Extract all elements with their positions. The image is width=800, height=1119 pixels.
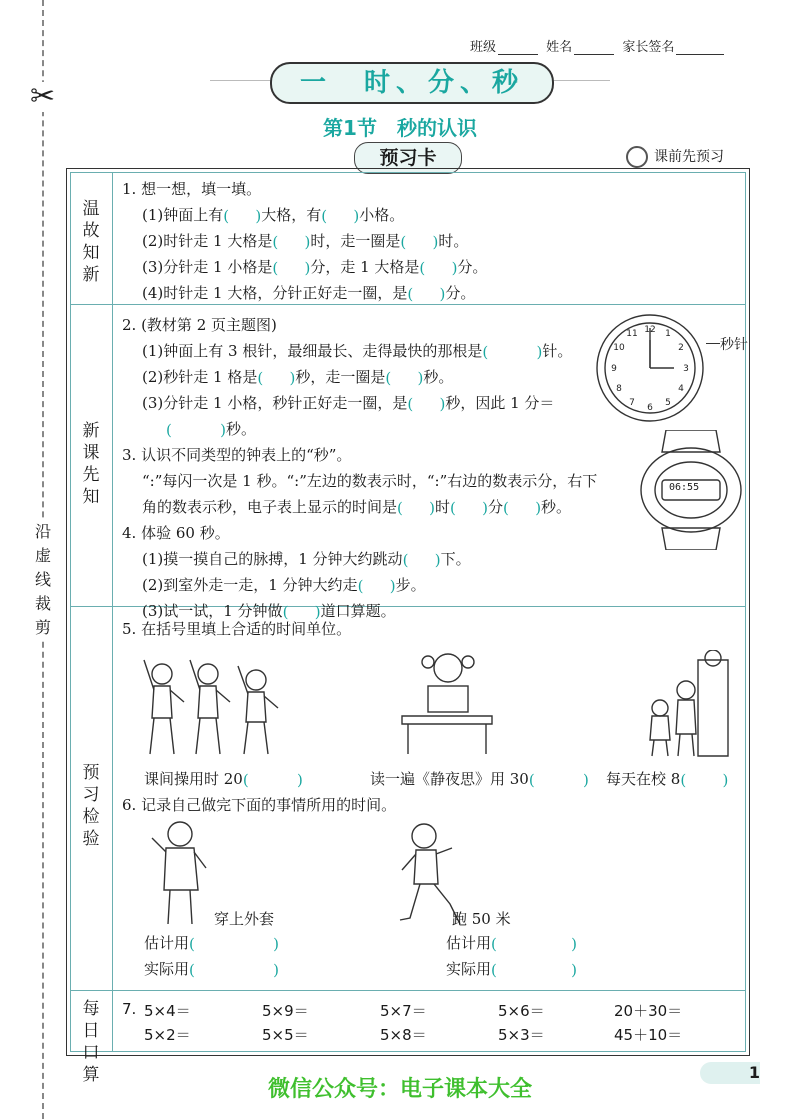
answer-blank[interactable] <box>321 207 359 225</box>
calc-r2-4: 5×3＝ <box>498 1026 545 1044</box>
q7-label: 7. <box>122 1000 137 1018</box>
section-title: 第1节 秒的认识 <box>323 116 477 140</box>
q6-task-1: 穿上外套 <box>214 910 275 928</box>
reading-girl-image <box>392 646 502 756</box>
page-number: 1 <box>700 1062 760 1084</box>
name-label: 姓名 <box>546 40 573 55</box>
q3-line-2 <box>122 494 597 520</box>
boy-putting-on-coat-image <box>146 818 216 928</box>
q3-l2b: 时 <box>435 498 451 516</box>
q1-line-1 <box>122 202 487 228</box>
q5-c1: 课间操用时 20 <box>144 770 243 788</box>
calc-r1-2: 5×9＝ <box>262 1002 309 1020</box>
q4-l1a: (1)摸一摸自己的脉搏，1 分钟大约跳动 <box>142 550 403 568</box>
answer-blank[interactable] <box>397 499 435 517</box>
q1-line-4 <box>122 280 487 306</box>
q5-title: 5. 在括号里填上合适的时间单位。 <box>122 620 352 638</box>
calc-r2-3: 5×8＝ <box>380 1026 427 1044</box>
q5-item-3 <box>606 766 728 792</box>
q1-l3a: (3)分针走 1 小格是 <box>142 258 273 276</box>
class-label: 班级 <box>470 40 497 55</box>
row-label-review: 温故知新 <box>82 199 100 285</box>
answer-blank[interactable] <box>503 499 541 517</box>
q6-act-2 <box>446 956 577 982</box>
q6-est-1 <box>144 930 279 956</box>
second-hand-pointer <box>706 343 720 344</box>
q5-item-2 <box>370 766 589 792</box>
q3-l2a: 角的数表示秒，电子表上显示的时间是 <box>142 498 398 516</box>
alarm-clock-icon <box>626 146 648 168</box>
name-blank[interactable] <box>574 42 614 55</box>
q2-line-2 <box>122 364 597 390</box>
unit-title: 一 时、分、秒 <box>270 62 554 104</box>
answer-blank[interactable] <box>529 771 589 789</box>
q2-l2b: 秒，走一圈是 <box>295 368 386 386</box>
watch-display: 06:55 <box>669 482 700 493</box>
svg-text:6: 6 <box>647 403 653 413</box>
row-divider-3 <box>70 990 746 991</box>
q1-title: 1. 想一想，填一填。 <box>122 180 262 198</box>
q1-l3c: 分。 <box>457 258 488 276</box>
answer-blank[interactable] <box>419 259 457 277</box>
svg-text:11: 11 <box>626 329 638 339</box>
svg-text:2: 2 <box>678 343 684 353</box>
row-label-daily: 每日口算 <box>82 999 100 1085</box>
answer-blank[interactable] <box>223 207 261 225</box>
q4-l1b: 下。 <box>440 550 471 568</box>
school-kids-image <box>628 650 738 760</box>
q6-est-1-label: 估计用 <box>144 934 190 952</box>
q6-act-1-label: 实际用 <box>144 960 190 978</box>
cut-label: 沿虚线裁剪 <box>32 520 54 640</box>
q5-c2: 读一遍《静夜思》用 30 <box>370 770 529 788</box>
answer-blank[interactable] <box>407 395 445 413</box>
calc-r1-3: 5×7＝ <box>380 1002 427 1020</box>
analog-clock-image <box>594 312 706 424</box>
q2-l1a: (1)钟面上有 3 根针，最细最长、走得最快的那根是 <box>142 342 483 360</box>
svg-text:10: 10 <box>613 343 625 353</box>
q1-l2a: (2)时针走 1 大格是 <box>142 232 273 250</box>
q6-act-1 <box>144 956 279 982</box>
answer-blank[interactable] <box>189 961 279 979</box>
q2-line-3 <box>122 390 597 416</box>
preview-badge <box>626 146 724 168</box>
q1-line-2 <box>122 228 487 254</box>
q1-l3b: 分，走 1 大格是 <box>310 258 420 276</box>
q2-l1b: 针。 <box>542 342 573 360</box>
svg-text:8: 8 <box>616 384 622 394</box>
q2-l3a: (3)分针走 1 小格，秒针正好走一圈，是 <box>142 394 408 412</box>
calc-r1-4: 5×6＝ <box>498 1002 545 1020</box>
q5-item-1 <box>144 766 303 792</box>
calc-r2-2: 5×5＝ <box>262 1026 309 1044</box>
q4-line-1 <box>122 546 597 572</box>
q4-l3b: 道口算题。 <box>320 602 396 620</box>
q5-c3: 每天在校 8 <box>606 770 681 788</box>
card-title: 预习卡 <box>354 142 462 174</box>
watermark: 微信公众号：电子课本大全 <box>267 1077 532 1102</box>
parent-sign-label: 家长签名 <box>622 40 675 55</box>
answer-blank[interactable] <box>491 961 577 979</box>
q4-l2a: (2)到室外走一走，1 分钟大约走 <box>142 576 358 594</box>
answer-blank[interactable] <box>358 577 396 595</box>
q6-title: 6. 记录自己做完下面的事情所用的时间。 <box>122 796 397 814</box>
svg-text:4: 4 <box>678 384 684 394</box>
row-label-new: 新课先知 <box>82 421 100 507</box>
q6-task-2: 跑 50 米 <box>452 910 511 928</box>
class-blank[interactable] <box>498 42 538 55</box>
answer-blank[interactable] <box>403 551 441 569</box>
q1-l1a: (1)钟面上有 <box>142 206 224 224</box>
q2-line-1 <box>122 338 597 364</box>
answer-blank[interactable] <box>257 369 295 387</box>
header-fields <box>470 36 770 55</box>
q4-l3a: (3)试一试，1 分钟做 <box>142 602 283 620</box>
question-2 <box>122 312 597 624</box>
calc-r1-5: 20＋30＝ <box>614 1002 683 1020</box>
q1-l4b: 分。 <box>445 284 476 302</box>
q4-l2b: 步。 <box>395 576 426 594</box>
q6-est-2-label: 估计用 <box>446 934 492 952</box>
answer-blank[interactable] <box>400 233 438 251</box>
svg-text:7: 7 <box>629 398 635 408</box>
q3-line-1: “:”每闪一次是 1 秒。“:”左边的数表示时，“:”右边的数表示分，右下 <box>142 472 598 490</box>
question-1 <box>122 176 487 306</box>
answer-blank[interactable] <box>189 935 279 953</box>
q4-title: 4. 体验 60 秒。 <box>122 524 230 542</box>
q3-l2c: 分 <box>488 498 504 516</box>
q1-l2b: 时，走一圈是 <box>310 232 401 250</box>
answer-blank[interactable] <box>385 369 423 387</box>
calc-r2-1: 5×2＝ <box>144 1026 191 1044</box>
q3-l2d: 秒。 <box>541 498 572 516</box>
q2-l2a: (2)秒针走 1 格是 <box>142 368 258 386</box>
calc-r2-5: 45＋10＝ <box>614 1026 683 1044</box>
parent-sign-blank[interactable] <box>676 42 724 55</box>
answer-blank[interactable] <box>272 259 310 277</box>
q6-est-2 <box>446 930 577 956</box>
second-hand-label: 秒针 <box>720 337 748 353</box>
q3-title: 3. 认识不同类型的钟表上的“秒”。 <box>122 446 352 464</box>
exercise-kids-image <box>140 650 300 760</box>
answer-blank[interactable] <box>272 233 310 251</box>
answer-blank[interactable] <box>166 421 226 439</box>
q2-title: 2. (教材第 2 页主题图) <box>122 316 277 334</box>
svg-text:12: 12 <box>644 325 656 335</box>
q4-line-2 <box>122 572 597 598</box>
calc-r1-1: 5×4＝ <box>144 1002 191 1020</box>
answer-blank[interactable] <box>482 343 542 361</box>
q2-l2c: 秒。 <box>423 368 454 386</box>
scissors-icon: ✂ <box>30 79 56 114</box>
q1-l1c: 小格。 <box>359 206 405 224</box>
q1-line-3 <box>122 254 487 280</box>
q6-act-2-label: 实际用 <box>446 960 492 978</box>
svg-text:1: 1 <box>665 329 671 339</box>
svg-text:3: 3 <box>683 364 689 374</box>
svg-text:5: 5 <box>665 398 671 408</box>
q1-l4a: (4)时针走 1 大格，分针正好走一圈，是 <box>142 284 408 302</box>
answer-blank[interactable] <box>680 771 728 789</box>
q2-l3b: 秒，因此 1 分＝ <box>445 394 555 412</box>
q2-l4: 秒。 <box>226 420 257 438</box>
answer-blank[interactable] <box>491 935 577 953</box>
row-label-check: 预习检验 <box>82 763 100 849</box>
q2-line-4 <box>122 416 597 442</box>
answer-blank[interactable] <box>243 771 303 789</box>
q1-l1b: 大格，有 <box>261 206 322 224</box>
answer-blank[interactable] <box>450 499 488 517</box>
preview-badge-label: 课前先预习 <box>654 149 724 165</box>
q1-l2c: 时。 <box>438 232 469 250</box>
answer-blank[interactable] <box>407 285 445 303</box>
svg-text:9: 9 <box>611 364 617 374</box>
